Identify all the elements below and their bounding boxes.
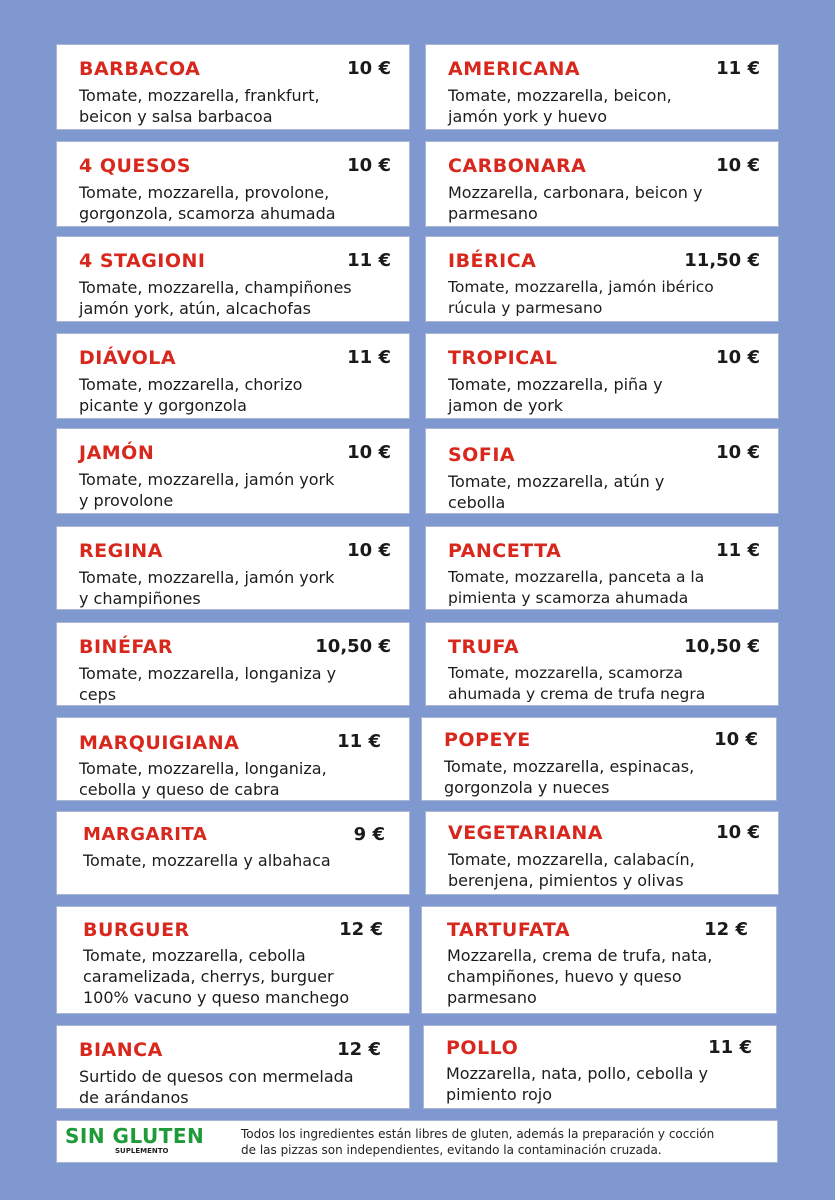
pizza-price: 11 € <box>337 731 381 752</box>
pizza-name: CARBONARA <box>448 155 587 177</box>
pizza-card-americana <box>425 44 779 130</box>
pizza-name: IBÉRICA <box>448 250 537 272</box>
pizza-description: Tomate, mozzarella, champiñones jamón york, atún, alcachofas <box>79 278 352 318</box>
pizza-name: TARTUFATA <box>447 919 571 941</box>
pizza-card-pancetta <box>425 526 779 610</box>
pizza-price: 10 € <box>716 822 760 843</box>
pizza-price: 10 € <box>347 155 391 176</box>
pizza-name: PANCETTA <box>448 540 562 562</box>
pizza-description: Mozzarella, nata, pollo, cebolla y pimiento rojo <box>446 1064 708 1104</box>
pizza-card-burguer <box>56 906 410 1014</box>
pizza-description: Tomate, mozzarella, provolone, gorgonzola, scamorza ahumada <box>79 183 336 223</box>
pizza-description: Tomate, mozzarella, piña y jamon de york <box>448 375 663 415</box>
pizza-card-marquigiana <box>56 717 410 801</box>
pizza-price: 11 € <box>347 250 391 271</box>
pizza-card-diavola <box>56 333 410 419</box>
pizza-description: Tomate, mozzarella, longaniza y ceps <box>79 664 337 704</box>
pizza-card-vegetariana <box>425 811 779 895</box>
pizza-description: Tomate, mozzarella, cebolla caramelizada, cherrys, burguer 100% vacuno y queso manchego <box>83 946 350 1007</box>
pizza-description: Mozzarella, crema de trufa, nata, champiñones, huevo y queso parmesano <box>447 946 713 1007</box>
pizza-price: 12 € <box>339 919 383 940</box>
gluten-free-subtitle: SUPLEMENTO <box>115 1147 169 1155</box>
pizza-price: 9 € <box>353 824 385 845</box>
pizza-description: Tomate, mozzarella, chorizo picante y gorgonzola <box>79 375 303 415</box>
pizza-name: 4 STAGIONI <box>79 250 206 272</box>
pizza-name: BIANCA <box>79 1039 163 1061</box>
pizza-name: TRUFA <box>448 636 520 658</box>
gluten-free-notice <box>56 1120 778 1163</box>
pizza-name: AMERICANA <box>448 58 581 80</box>
pizza-card-bianca <box>56 1025 410 1109</box>
pizza-price: 10 € <box>716 155 760 176</box>
pizza-name: POPEYE <box>444 729 531 751</box>
pizza-card-barbacoa <box>56 44 410 130</box>
pizza-price: 10 € <box>347 58 391 79</box>
pizza-name: BURGUER <box>83 919 190 941</box>
pizza-card-binefar <box>56 622 410 706</box>
pizza-card-4-quesos <box>56 141 410 227</box>
pizza-card-iberica <box>425 236 779 322</box>
pizza-name: BARBACOA <box>79 58 201 80</box>
gluten-free-title: SIN GLUTEN <box>65 1124 205 1148</box>
pizza-card-popeye <box>421 717 777 801</box>
pizza-card-tartufata <box>421 906 777 1014</box>
pizza-description: Mozzarella, carbonara, beicon y parmesano <box>448 183 703 223</box>
pizza-name: MARGARITA <box>83 824 208 845</box>
pizza-card-4-stagioni <box>56 236 410 322</box>
pizza-price: 11 € <box>708 1037 752 1058</box>
pizza-name: 4 QUESOS <box>79 155 191 177</box>
pizza-name: TROPICAL <box>448 347 558 369</box>
pizza-card-tropical <box>425 333 779 419</box>
pizza-price: 10 € <box>347 540 391 561</box>
pizza-card-margarita <box>56 811 410 895</box>
pizza-card-pollo <box>423 1025 777 1109</box>
pizza-price: 11 € <box>716 58 760 79</box>
pizza-description: Tomate, mozzarella, jamón ibérico rúcula y parmesano <box>448 278 714 317</box>
pizza-name: BINÉFAR <box>79 636 174 658</box>
pizza-name: SOFIA <box>448 444 516 466</box>
pizza-price: 10,50 € <box>315 636 391 657</box>
pizza-price: 11 € <box>347 347 391 368</box>
pizza-price: 11,50 € <box>684 250 760 271</box>
pizza-price: 10 € <box>347 442 391 463</box>
pizza-price: 10 € <box>716 347 760 368</box>
pizza-name: DIÁVOLA <box>79 347 177 369</box>
pizza-price: 12 € <box>704 919 748 940</box>
pizza-card-sofia <box>425 428 779 514</box>
pizza-card-carbonara <box>425 141 779 227</box>
pizza-description: Tomate, mozzarella, scamorza ahumada y crema de trufa negra <box>448 664 706 703</box>
pizza-card-jamon <box>56 428 410 514</box>
pizza-price: 10,50 € <box>684 636 760 657</box>
pizza-description: Tomate, mozzarella, jamón york y champiñones <box>79 568 335 608</box>
pizza-description: Tomate, mozzarella y albahaca <box>83 851 331 870</box>
pizza-description: Tomate, mozzarella, beicon, jamón york y huevo <box>448 86 672 126</box>
pizza-price: 12 € <box>337 1039 381 1060</box>
pizza-description: Tomate, mozzarella, calabacín, berenjena, pimientos y olivas <box>448 850 695 890</box>
pizza-price: 10 € <box>714 729 758 750</box>
pizza-price: 11 € <box>716 540 760 561</box>
pizza-description: Tomate, mozzarella, jamón york y provolone <box>79 470 335 510</box>
pizza-price: 10 € <box>716 442 760 463</box>
pizza-description: Tomate, mozzarella, longaniza, cebolla y queso de cabra <box>79 759 327 799</box>
pizza-description: Tomate, mozzarella, espinacas, gorgonzola y nueces <box>444 757 695 797</box>
pizza-name: VEGETARIANA <box>448 822 603 844</box>
pizza-description: Surtido de quesos con mermelada de arándanos <box>79 1067 354 1107</box>
pizza-card-trufa <box>425 622 779 706</box>
pizza-name: POLLO <box>446 1037 519 1059</box>
gluten-free-note: Todos los ingredientes están libres de gluten, además la preparación y cocción de las pizzas son independientes, evitando la contaminación cruzada. <box>241 1127 715 1157</box>
pizza-name: MARQUIGIANA <box>79 732 240 754</box>
pizza-description: Tomate, mozzarella, panceta a la pimienta y scamorza ahumada <box>448 568 705 607</box>
pizza-description: Tomate, mozzarella, frankfurt, beicon y salsa barbacoa <box>79 86 320 126</box>
pizza-name: REGINA <box>79 540 163 562</box>
pizza-card-regina <box>56 526 410 610</box>
pizza-name: JAMÓN <box>79 442 155 464</box>
pizza-description: Tomate, mozzarella, atún y cebolla <box>448 472 665 512</box>
